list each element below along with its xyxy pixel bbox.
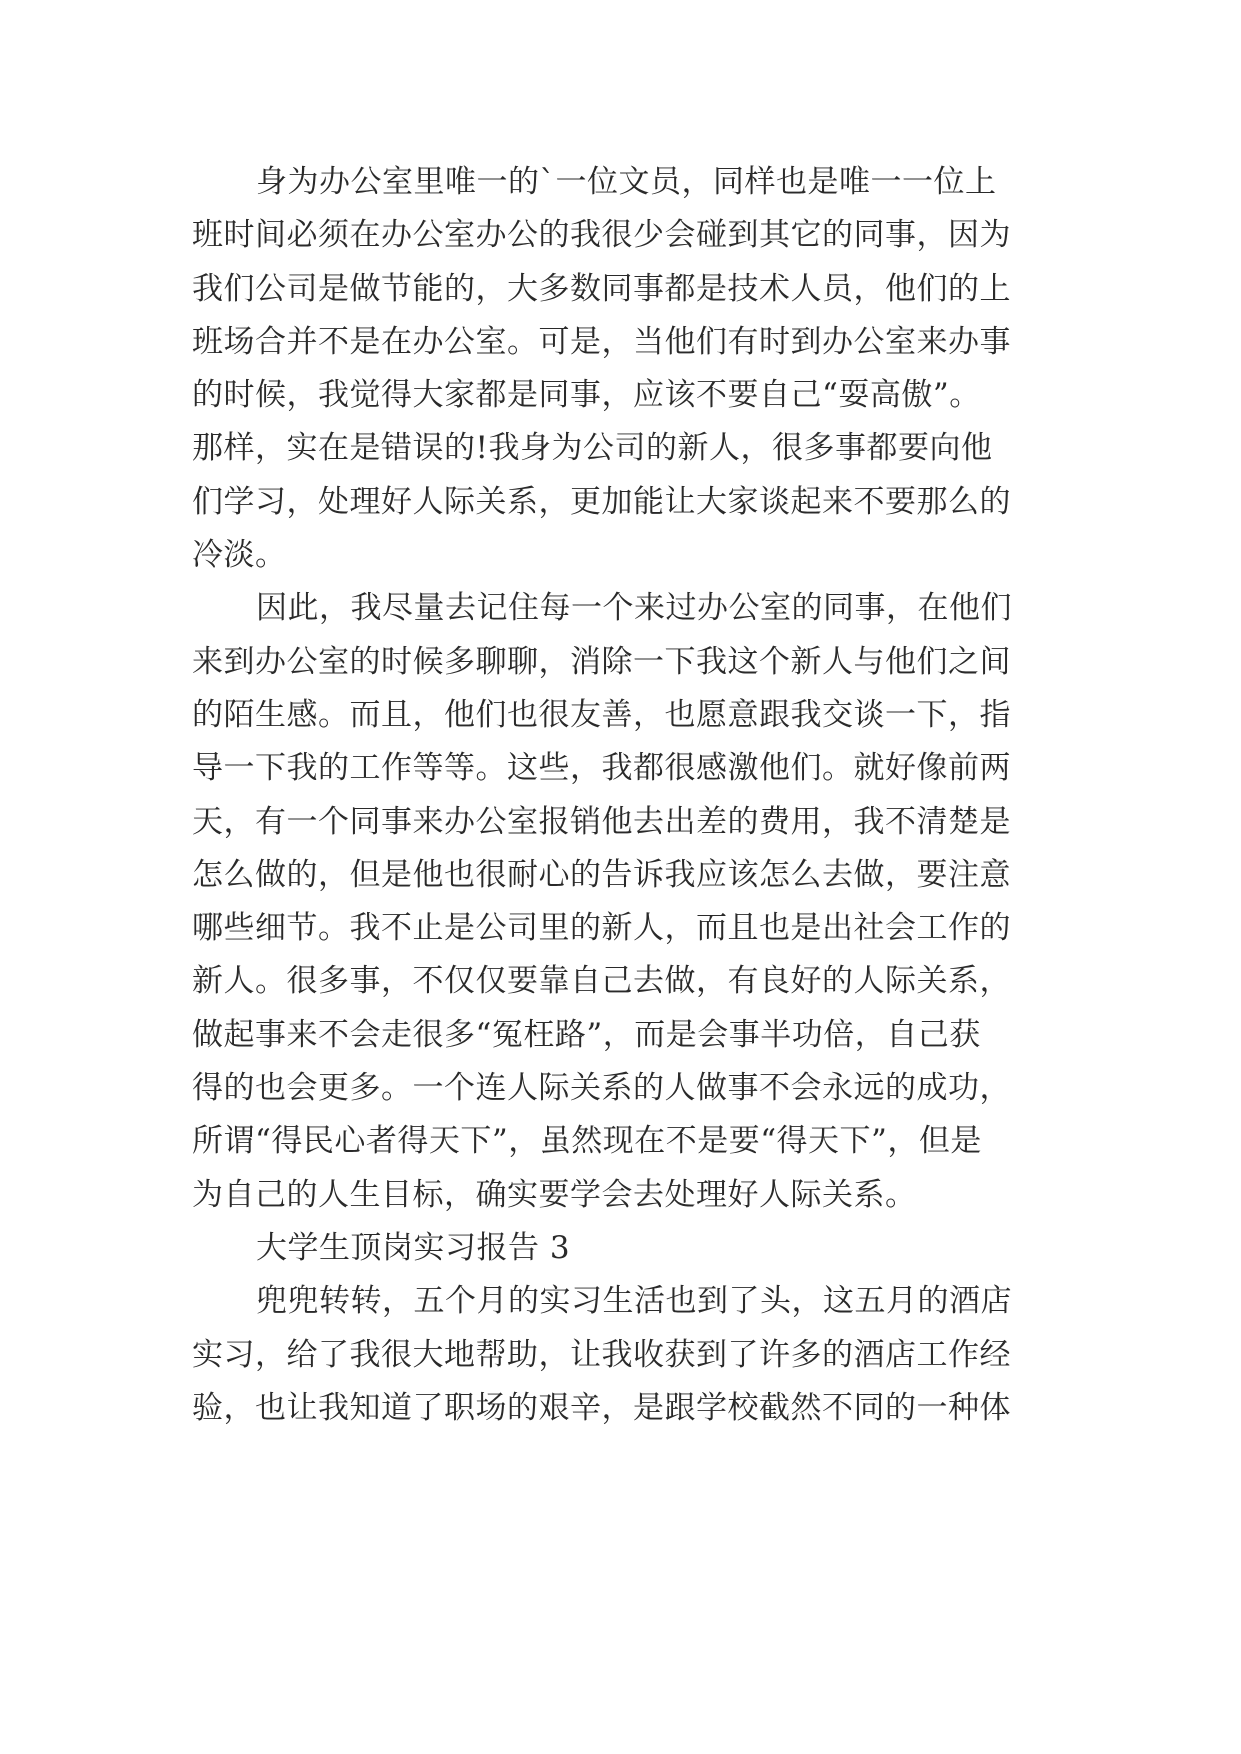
- paragraph-line: 我们公司是做节能的，大多数同事都是技术人员，他们的上: [192, 270, 1011, 307]
- paragraph-line: 得的也会更多。一个连人际关系的人做事不会永远的成功，: [192, 1070, 1011, 1107]
- paragraph-line: 哪些细节。我不止是公司里的新人，而且也是出社会工作的: [192, 910, 1011, 947]
- paragraph-line: 做起事来不会走很多“冤枉路”，而是会事半功倍，自己获: [192, 1016, 981, 1053]
- document-body: [192, 156, 1052, 1435]
- paragraph-line: 因此，我尽量去记住每一个来过办公室的同事，在他们: [256, 590, 1012, 627]
- paragraph-line: 实习，给了我很大地帮助，让我收获到了许多的酒店工作经: [192, 1336, 1011, 1373]
- paragraph-line: 来到办公室的时候多聊聊，消除一下我这个新人与他们之间: [192, 643, 1011, 680]
- paragraph-line: 所谓“得民心者得天下”，虽然现在不是要“得天下”，但是: [192, 1123, 982, 1160]
- paragraph-line: 验，也让我知道了职场的艰辛，是跟学校截然不同的一种体: [192, 1389, 1011, 1426]
- paragraph-line: 怎么做的，但是他也很耐心的告诉我应该怎么去做，要注意: [192, 856, 1011, 893]
- paragraph-line: 新人。很多事，不仅仅要靠自己去做，有良好的人际关系，: [192, 963, 1011, 1000]
- paragraph-line: 导一下我的工作等等。这些，我都很感激他们。就好像前两: [192, 750, 1011, 787]
- paragraph-line: 的陌生感。而且，他们也很友善，也愿意跟我交谈一下，指: [192, 696, 1011, 733]
- paragraph-line: 班时间必须在办公室办公的我很少会碰到其它的同事，因为: [192, 217, 1011, 254]
- paragraph-line: 那样，实在是错误的!我身为公司的新人，很多事都要向他: [192, 430, 993, 467]
- paragraph-line: 班场合并不是在办公室。可是，当他们有时到办公室来办事: [192, 323, 1011, 360]
- section-heading: 大学生顶岗实习报告 3: [256, 1229, 571, 1266]
- paragraph-line: 身为办公室里唯一的`一位文员，同样也是唯一一位上: [256, 164, 997, 200]
- paragraph-line: 天，有一个同事来办公室报销他去出差的费用，我不清楚是: [192, 803, 1011, 840]
- paragraph-line: 们学习，处理好人际关系，更加能让大家谈起来不要那么的: [192, 483, 1011, 520]
- paragraph-line: 为自己的人生目标，确实要学会去处理好人际关系。: [192, 1176, 917, 1213]
- paragraph-line: 兜兜转转，五个月的实习生活也到了头，这五月的酒店: [256, 1283, 1012, 1320]
- paragraph-line: 冷淡。: [192, 537, 287, 574]
- paragraph-line: 的时候，我觉得大家都是同事，应该不要自己“耍高傲”。: [192, 377, 981, 414]
